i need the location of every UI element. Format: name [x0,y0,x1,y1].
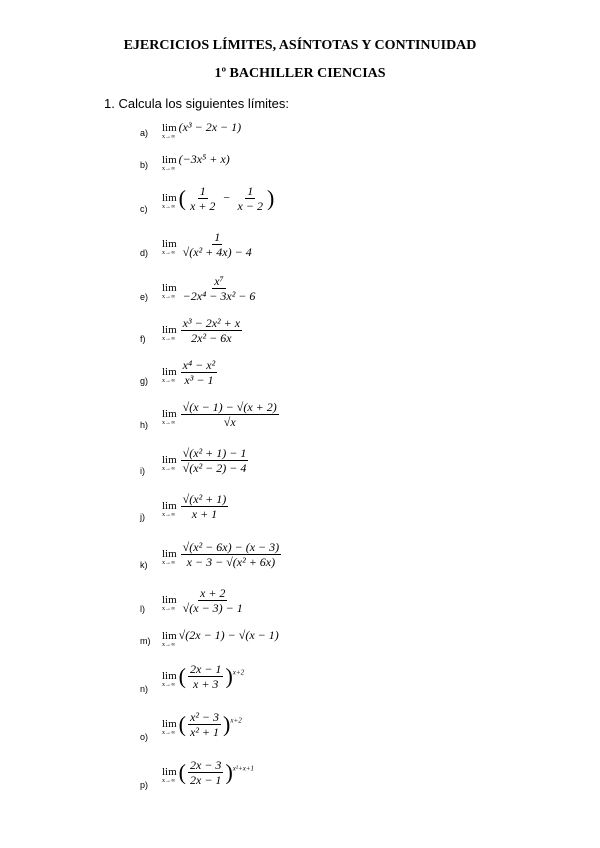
lim-operator: lim x→∞ [162,154,177,172]
item-label: i) [140,466,145,476]
lim-operator: lim x→∞ [162,324,177,343]
fraction: $\frac{1}{x + 2}$ [190,184,216,213]
fraction: $\frac{\text{x² − 3}}{\text{x² + 1}}$ [190,710,220,739]
limit-expression [162,628,279,648]
item-label: n) [140,684,149,694]
exponent: x+2 [230,716,242,725]
item-label: c) [140,204,148,214]
lim-operator: lim x→∞ [162,408,177,427]
item-label: e) [140,292,149,302]
fraction: $\frac{\text{√(x² + 1)}}{x + 1}$ [182,492,227,521]
lim-operator: lim x→∞ [162,454,177,473]
limit-expression [162,446,250,475]
lim-operator: lim x→∞ [162,192,177,211]
lim-operator: lim x→∞ [162,500,177,519]
limit-expression [162,316,244,345]
fraction: $\frac{\text{x⁴ − x²}}{\text{x³ − 1}}$ [182,358,216,387]
fraction: $\frac{1}{\text{√(x² + 4x) − 4}}$ [182,230,252,259]
limit-expression: lim x→∞ ( $\frac{2x - 3}{2x - 1}$ )$^{x^2+x+1}$ [162,758,255,787]
limit-expression: lim x→∞ ( $\frac{1}{x + 2}$ − $\frac{1}{x - 2}$ ) [162,184,275,213]
fraction: $\frac{\text{√(x² − 6x) − (x − 3)}}{\text{x − 3 − √(x² + 6x)}}$ [182,540,280,569]
limit-expression [162,230,256,259]
fraction: $\frac{2x - 3}{2x - 1}$ [190,758,222,787]
lim-operator: lim x→∞ [162,238,177,257]
item-label: j) [140,512,145,522]
limit-expression: lim x→∞ ( $\frac{2x - 1}{x + 3}$ )$^{x+2}$ [162,662,245,691]
lim-operator: lim x→∞ [162,548,177,567]
exercise-text: Calcula los siguientes límites: [118,96,289,111]
fraction: $\frac{1}{x - 2}$ [237,184,263,213]
lim-operator: lim x→∞ [162,670,177,689]
lim-operator: lim x→∞ [162,594,177,613]
item-label: g) [140,376,149,386]
item-label: d) [140,248,149,258]
document-title: EJERCICIOS LÍMITES, ASÍNTOTAS Y CONTINUIDAD [123,38,477,53]
limit-expression [162,358,219,387]
fraction: $\frac{2x - 1}{x + 3}$ [190,662,222,691]
fraction: $\frac{x + 2}{√(x - 3) - 1}$ [182,586,243,615]
fraction: $\frac{\text{x⁷}}{\text{−2x⁴ − 3x² − 6}}$ [182,274,256,303]
expression-body: (x³ − 2x − 1) [178,120,242,134]
limit-expression [162,152,230,172]
expression-body: (−3x⁵ + x) [178,152,230,166]
document-subtitle: 1º BACHILLER CIENCIAS [214,66,386,81]
limit-expression [162,400,281,429]
fraction: $\frac{√(x - 1) - √(x + 2)}{√x}$ [182,400,277,429]
limit-expression [162,540,283,569]
item-label: o) [140,732,149,742]
lim-operator: lim x→∞ [162,718,177,737]
fraction: $\frac{\text{x³ − 2x² + x}}{\text{2x² − 6x}}$ [182,316,241,345]
exercise-heading [104,96,289,111]
item-label: b) [140,160,149,170]
lim-operator: lim x→∞ [162,630,177,648]
lim-operator: lim x→∞ [162,122,177,140]
limit-expression [162,586,247,615]
item-label: h) [140,420,149,430]
lim-operator: lim x→∞ [162,766,177,785]
expression-body: √(2x − 1) − √(x − 1) [178,628,279,642]
limit-expression [162,492,230,521]
limit-expression [162,120,242,140]
exponent: x+2 [232,668,245,677]
item-label: f) [140,334,146,344]
fraction: $\frac{\text{√(x² + 1) − 1}}{\text{√(x² − 2) − 4}}$ [182,446,247,475]
item-label: a) [140,128,149,138]
exercise-number: 1. [104,96,115,111]
item-label: k) [140,560,148,570]
exponent: x²+x+1 [232,764,255,773]
limit-expression [162,274,259,303]
lim-operator: lim x→∞ [162,282,177,301]
lim-operator: lim x→∞ [162,366,177,385]
item-label: p) [140,780,149,790]
limit-expression: lim x→∞ ( $\frac{\text{x² − 3}}{\text{x² + 1}}$ )$^{x+2}$ [162,710,242,739]
item-label: m) [140,636,151,646]
item-label: l) [140,604,145,614]
